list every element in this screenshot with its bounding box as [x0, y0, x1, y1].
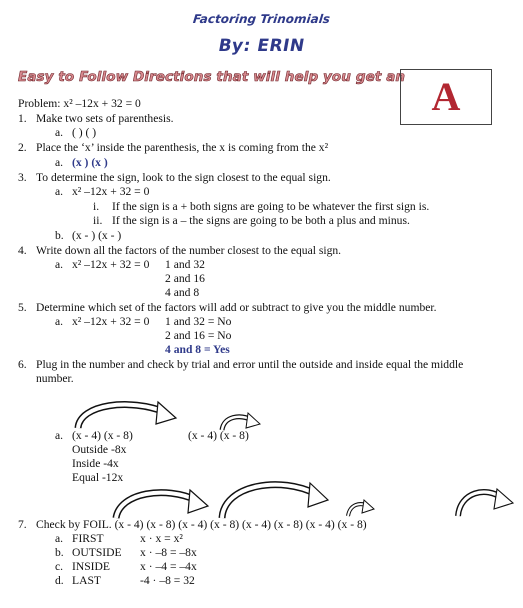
step-3ii-label: ii.	[93, 214, 103, 227]
step-5a-text: x² –12x + 32 = 0	[72, 315, 150, 328]
step-5a-label: a.	[55, 315, 64, 328]
step-6-num: 6.	[18, 358, 27, 371]
step-2a-label: a.	[55, 156, 64, 169]
foil-last-name: LAST	[72, 574, 101, 587]
foil-last-calc: -4 · –8 = 32	[140, 574, 195, 587]
step-7-num: 7.	[18, 518, 27, 531]
outside-arrow	[70, 398, 180, 432]
step-3b-text: (x - ) (x - )	[72, 229, 122, 242]
step-6a-label: a.	[55, 429, 64, 442]
factor-4-2: 2 and 16	[165, 272, 205, 285]
step-3-num: 3.	[18, 171, 27, 184]
step-1-text: Make two sets of parenthesis.	[36, 112, 174, 125]
factor-5-2: 2 and 16 = No	[165, 329, 232, 342]
banner: Easy to Follow Directions that will help you get an	[18, 69, 406, 85]
step-6-text: Plug in the number and check by trial and error until the outside and inside equal the middle	[36, 358, 464, 371]
step-3b-label: b.	[55, 229, 64, 242]
step-3i-label: i.	[93, 200, 100, 213]
step-4a-label: a.	[55, 258, 64, 271]
step-6-outside: Outside -8x	[72, 443, 127, 456]
foil-inside-label: c.	[55, 560, 64, 573]
foil-outside-calc: x · –8 = –8x	[140, 546, 197, 559]
step-3-text: To determine the sign, look to the sign closest to the equal sign.	[36, 171, 331, 184]
last-arrow	[450, 484, 516, 518]
step-4-text: Write down all the factors of the number closest to the equal sign.	[36, 244, 342, 257]
step-5-text: Determine which set of the factors will add or subtract to give you the middle number.	[36, 301, 437, 314]
step-4a-text: x² –12x + 32 = 0	[72, 258, 150, 271]
step-6a-expr1: (x - 4) (x - 8)	[72, 429, 133, 442]
foil-inside-name: INSIDE	[72, 560, 110, 573]
step-6-text-cont: number.	[36, 372, 74, 385]
foil-first-name: FIRST	[72, 532, 104, 545]
step-1a-label: a.	[55, 126, 64, 139]
foil-first-label: a.	[55, 532, 64, 545]
grade-box	[400, 69, 492, 125]
step-4-num: 4.	[18, 244, 27, 257]
step-6a-expr2: (x - 4) (x - 8)	[188, 429, 249, 442]
step-3ii-text: If the sign is a – the signs are going to be both a plus and minus.	[112, 214, 410, 227]
factor-4-1: 1 and 32	[165, 258, 205, 271]
inner-arrow	[342, 496, 376, 518]
step-5-num: 5.	[18, 301, 27, 314]
step-2a-text: (x ) (x )	[72, 156, 108, 169]
problem-line: Problem: x² –12x + 32 = 0	[18, 97, 141, 110]
factor-4-3: 4 and 8	[165, 286, 200, 299]
foil-last-label: d.	[55, 574, 64, 587]
title: Factoring Trinomials	[192, 12, 331, 26]
step-2-num: 2.	[18, 141, 27, 154]
step-3a-label: a.	[55, 185, 64, 198]
grade-letter: A	[431, 74, 461, 119]
step-3a-text: x² –12x + 32 = 0	[72, 185, 150, 198]
step-6-equal: Equal -12x	[72, 471, 124, 484]
foil-outside-label: b.	[55, 546, 64, 559]
foil-inside-calc: x · –4 = –4x	[140, 560, 197, 573]
step-3i-text: If the sign is a + both signs are going to be whatever the first sign is.	[112, 200, 430, 213]
step-1a-text: ( ) ( )	[72, 126, 97, 139]
step-2-text: Place the ‘x’ inside the parenthesis, the x is coming from the x²	[36, 141, 329, 154]
step-7-text: Check by FOIL. (x - 4) (x - 8) (x - 4) (x - 8) (x - 4) (x - 8) (x - 4) (x - 8)	[36, 518, 367, 531]
first-arrow	[108, 486, 213, 520]
outer-arrow	[212, 476, 332, 520]
step-6-inside: Inside -4x	[72, 457, 119, 470]
foil-first-calc: x · x = x²	[140, 532, 183, 545]
author: By: ERIN	[216, 36, 307, 56]
foil-outside-name: OUTSIDE	[72, 546, 122, 559]
factor-5-1: 1 and 32 = No	[165, 315, 232, 328]
step-1-num: 1.	[18, 112, 27, 125]
factor-5-3: 4 and 8 = Yes	[165, 343, 230, 356]
